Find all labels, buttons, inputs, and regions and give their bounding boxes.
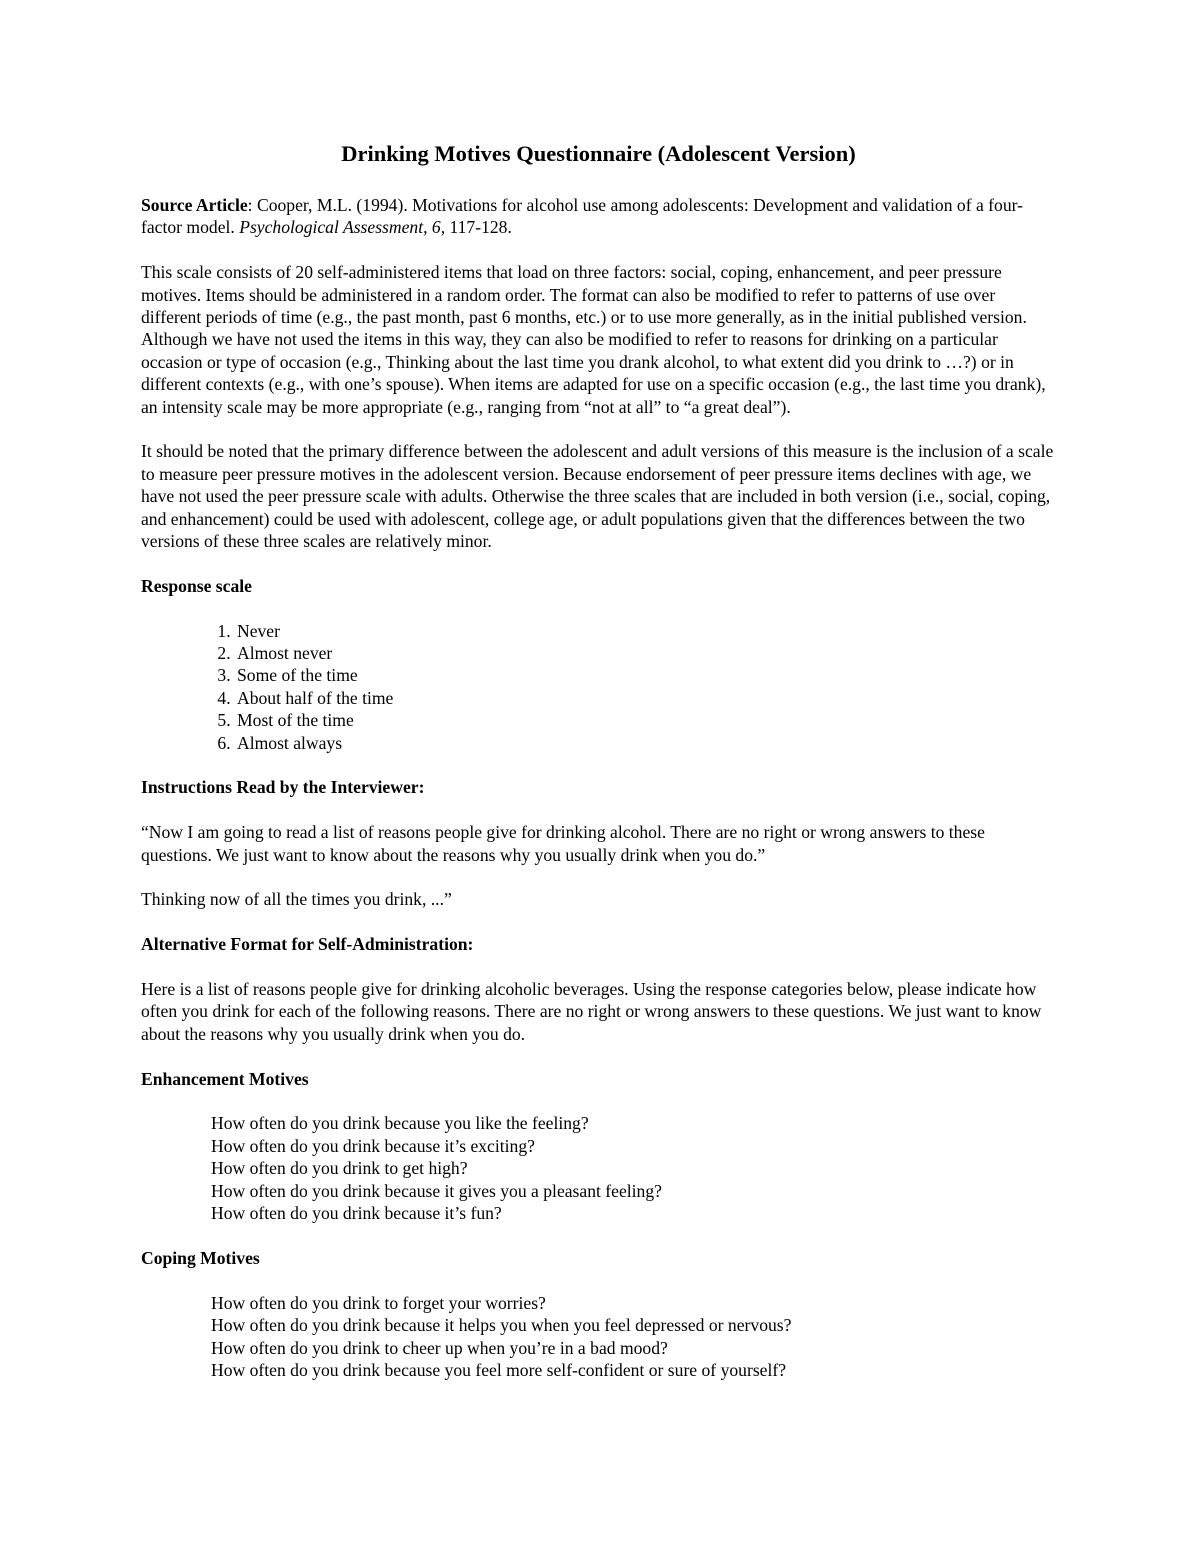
self-admin-text: Here is a list of reasons people give for drinking alcoholic beverages. Using the response categories below, please indicate how often you drink for each of the following reasons. There are no right or wrong answers to these questions. We just want to know about the reasons why you usually drink when you do. bbox=[141, 979, 1042, 1044]
interviewer-lead-in: Thinking now of all the times you drink, ...” bbox=[141, 889, 452, 910]
response-option: 3. Some of the time bbox=[235, 664, 1056, 686]
intro-paragraph-1: This scale consists of 20 self-administered items that load on three factors: social, coping, enhancement, and peer pressure motives. Items should be administered in a random order. The format can also be modified to refer to patterns of use over different periods of time (e.g., the past month, past 6 months, etc.) or to use more generally, as in the initial published version. Although we have not used the items in this way, they can also be modified to refer to reasons for drinking on a particular occasion or type of occasion (e.g., Thinking about the last time you drank alcohol, to what extent did you drink to …?) or in different contexts (e.g., with one’s spouse). When items are adapted for use on a specific occasion (e.g., the last time you drank), an intensity scale may be more appropriate (e.g., ranging from “not at all” to “a great deal”). bbox=[141, 262, 1046, 417]
response-scale-list bbox=[141, 620, 1056, 754]
coping-items bbox=[211, 1292, 1056, 1382]
question-item: How often do you drink to cheer up when you’re in a bad mood? bbox=[211, 1337, 668, 1358]
question-item: How often do you drink to forget your worries? bbox=[211, 1292, 546, 1313]
question-item: How often do you drink to get high? bbox=[211, 1158, 468, 1179]
citation-text: : Cooper, M.L. (1994). Motivations for alcohol use among adolescents: Development and validation of a four-factor model. bbox=[141, 195, 1023, 238]
citation-pages: 117-128. bbox=[445, 217, 512, 238]
response-option: 4. About half of the time bbox=[235, 687, 1056, 709]
question-item: How often do you drink because it gives you a pleasant feeling? bbox=[211, 1180, 662, 1201]
response-option: 2. Almost never bbox=[235, 642, 1056, 664]
source-label: Source Article bbox=[141, 195, 248, 215]
question-item: How often do you drink because it’s exciting? bbox=[211, 1135, 535, 1156]
source-citation bbox=[141, 194, 1056, 239]
interviewer-heading: Instructions Read by the Interviewer: bbox=[141, 777, 425, 798]
document-title: Drinking Motives Questionnaire (Adolescent Version) bbox=[341, 141, 856, 166]
question-item: How often do you drink because it’s fun? bbox=[211, 1203, 502, 1224]
enhancement-heading: Enhancement Motives bbox=[141, 1068, 309, 1089]
journal-name: Psychological Assessment, 6, bbox=[239, 217, 446, 238]
enhancement-items bbox=[211, 1112, 1056, 1224]
coping-heading: Coping Motives bbox=[141, 1247, 260, 1268]
document-page bbox=[141, 140, 1056, 1404]
response-option: 5. Most of the time bbox=[235, 709, 1056, 731]
intro-paragraph-2: It should be noted that the primary difference between the adolescent and adult versions of this measure is the inclusion of a scale to measure peer pressure motives in the adolescent version. Because endorsement of peer pressure items declines with age, we have not used the peer pressure scale with adults. Otherwise the three scales that are included in both version (i.e., social, coping, and enhancement) could be used with adolescent, college age, or adult populations given that the differences between the two versions of these three scales are relatively minor. bbox=[141, 441, 1054, 552]
response-option: 1. Never bbox=[235, 620, 1056, 642]
question-item: How often do you drink because you feel more self-confident or sure of yourself? bbox=[211, 1359, 787, 1380]
question-item: How often do you drink because it helps you when you feel depressed or nervous? bbox=[211, 1315, 792, 1336]
self-admin-heading: Alternative Format for Self-Administration: bbox=[141, 934, 474, 955]
question-item: How often do you drink because you like the feeling? bbox=[211, 1113, 589, 1134]
interviewer-quote: “Now I am going to read a list of reasons people give for drinking alcohol. There are no right or wrong answers to these questions. We just want to know about the reasons why you usually drink when you do.” bbox=[141, 822, 985, 865]
response-scale-heading: Response scale bbox=[141, 575, 252, 596]
response-option: 6. Almost always bbox=[235, 732, 1056, 754]
